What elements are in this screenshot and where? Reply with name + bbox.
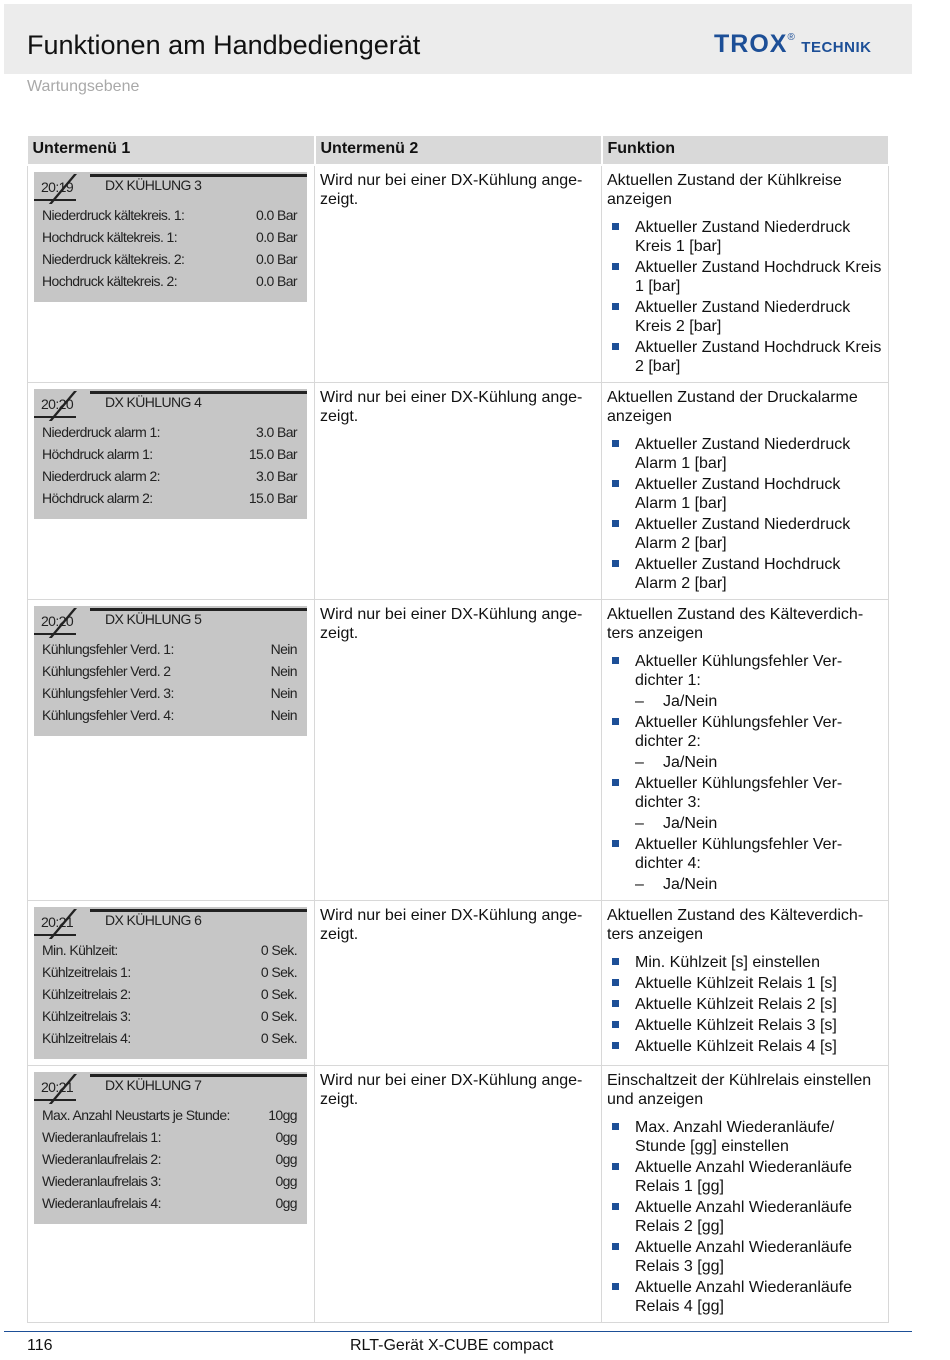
table-header-row xyxy=(28,136,889,165)
list-item-text: Aktuelle Anzahl Wiederanläufe Relais 2 [gg] xyxy=(635,1199,853,1235)
screen-line xyxy=(34,1005,307,1027)
list-item-text: Aktueller Kühlungsfehler Ver-dichter 1: xyxy=(635,653,843,689)
screen-line-label: Niederdruck kältekreis. 1: xyxy=(42,207,185,223)
table-row xyxy=(28,1066,889,1323)
list-item xyxy=(602,1158,888,1196)
screen-line-label: Höchdruck alarm 2: xyxy=(42,490,153,506)
screen-line-label: Wiederanlaufrelais 2: xyxy=(42,1151,161,1167)
screen-menu-name: DX KÜHLUNG 6 xyxy=(105,912,202,928)
submenu1-cell xyxy=(28,901,315,1066)
list-item-text: Aktueller Zustand Niederdruck Kreis 2 [bar] xyxy=(635,299,851,335)
function-bullet-list xyxy=(602,218,888,376)
submenu2-cell xyxy=(315,600,602,901)
list-item-text: Aktueller Zustand Niederdruck Alarm 1 [bar] xyxy=(635,436,851,472)
bullet-square-icon xyxy=(612,1000,619,1007)
screen-line xyxy=(34,1192,307,1214)
screen-line xyxy=(34,204,307,226)
screen-line-label: Wiederanlaufrelais 1: xyxy=(42,1129,161,1145)
screen-time: 20:21 xyxy=(41,914,74,930)
function-cell xyxy=(602,600,889,901)
function-cell xyxy=(602,383,889,600)
screen-lines xyxy=(34,1100,307,1214)
section-subtitle: Wartungsebene xyxy=(27,78,140,95)
table-row xyxy=(28,600,889,901)
screen-header xyxy=(34,907,307,935)
screen-menu-name: DX KÜHLUNG 3 xyxy=(105,177,202,193)
screen-line-label: Hochdruck kältekreis. 1: xyxy=(42,229,177,245)
sub-list-item xyxy=(602,753,888,772)
screen-line xyxy=(34,660,307,682)
screen-line xyxy=(34,465,307,487)
screen-time: 20:20 xyxy=(41,396,74,412)
list-item xyxy=(602,475,888,513)
screen-line xyxy=(34,638,307,660)
submenu2-cell xyxy=(315,901,602,1066)
bullet-square-icon xyxy=(612,223,619,230)
submenu2-text: Wird nur bei einer DX-Kühlung ange-zeigt. xyxy=(320,907,583,943)
screen-line-label: Kühlungsfehler Verd. 1: xyxy=(42,641,174,657)
screen-line xyxy=(34,961,307,983)
list-item xyxy=(602,1238,888,1276)
screen-line xyxy=(34,1148,307,1170)
screen-line xyxy=(34,226,307,248)
sub-list-item xyxy=(602,692,888,711)
screen-line-value: 0gg xyxy=(275,1151,297,1167)
list-item-text: Aktueller Kühlungsfehler Ver-dichter 3: xyxy=(635,775,843,811)
screen-line-value: 0.0 Bar xyxy=(256,273,297,289)
function-cell xyxy=(602,901,889,1066)
column-header-submenu2: Untermenü 2 xyxy=(315,136,602,165)
screen-lines xyxy=(34,935,307,1049)
bullet-square-icon xyxy=(612,303,619,310)
screen-menu-name: DX KÜHLUNG 7 xyxy=(105,1077,202,1093)
bullet-square-icon xyxy=(612,979,619,986)
submenu1-cell xyxy=(28,383,315,600)
list-item-text: Aktueller Zustand Hochdruck Alarm 1 [bar] xyxy=(635,476,841,512)
list-item xyxy=(602,515,888,553)
screen-line-label: Max. Anzahl Neustarts je Stunde: xyxy=(42,1107,230,1123)
screen-line-label: Wiederanlaufrelais 4: xyxy=(42,1195,161,1211)
screen-line-label: Kühlzeitrelais 2: xyxy=(42,986,131,1002)
list-item-text: Aktuelle Anzahl Wiederanläufe Relais 4 [gg] xyxy=(635,1279,853,1315)
submenu1-cell xyxy=(28,600,315,901)
bullet-square-icon xyxy=(612,657,619,664)
list-item-text: Aktuelle Anzahl Wiederanläufe Relais 1 [gg] xyxy=(635,1159,853,1195)
screen-line xyxy=(34,421,307,443)
list-item xyxy=(602,652,888,690)
screen-lines xyxy=(34,200,307,292)
list-item xyxy=(602,953,888,972)
list-item xyxy=(602,435,888,473)
bullet-square-icon xyxy=(612,1021,619,1028)
screen-line-value: Nein xyxy=(270,707,297,723)
list-item xyxy=(602,835,888,873)
submenu2-text: Wird nur bei einer DX-Kühlung ange-zeigt. xyxy=(320,172,583,208)
screen-header xyxy=(34,1072,307,1100)
list-item-text: Aktueller Zustand Hochdruck Kreis 1 [bar] xyxy=(635,259,882,295)
screen-line-value: 15.0 Bar xyxy=(248,490,297,506)
screen-line-value: 3.0 Bar xyxy=(256,468,297,484)
bullet-square-icon xyxy=(612,263,619,270)
submenu2-cell xyxy=(315,165,602,383)
bullet-square-icon xyxy=(612,440,619,447)
bullet-square-icon xyxy=(612,840,619,847)
footer-divider xyxy=(4,1331,912,1332)
screen-line-label: Kühlzeitrelais 4: xyxy=(42,1030,131,1046)
bullet-square-icon xyxy=(612,520,619,527)
screen-line-label: Kühlungsfehler Verd. 4: xyxy=(42,707,174,723)
list-item-text: Aktueller Kühlungsfehler Ver-dichter 2: xyxy=(635,714,843,750)
screen-line xyxy=(34,487,307,509)
screen-line-value: 0.0 Bar xyxy=(256,251,297,267)
screen-line-value: 0 Sek. xyxy=(260,986,297,1002)
submenu2-text: Wird nur bei einer DX-Kühlung ange-zeigt. xyxy=(320,1072,583,1108)
screen-time: 20:19 xyxy=(41,179,74,195)
list-item-text: Max. Anzahl Wiederanläufe/ Stunde [gg] einstellen xyxy=(635,1119,835,1155)
list-item-text: Aktuelle Kühlzeit Relais 3 [s] xyxy=(635,1017,837,1034)
submenu2-text: Wird nur bei einer DX-Kühlung ange-zeigt. xyxy=(320,389,583,425)
function-title: Aktuellen Zustand des Kälteverdich-ters anzeigen xyxy=(607,907,864,943)
bullet-square-icon xyxy=(612,1163,619,1170)
screen-header xyxy=(34,172,307,200)
bullet-square-icon xyxy=(612,718,619,725)
dash-icon: – xyxy=(635,754,644,771)
display-screen xyxy=(34,1072,307,1224)
sub-list-item-text: Ja/Nein xyxy=(663,754,718,771)
logo-main-text: TROX xyxy=(714,30,788,58)
page-number: 116 xyxy=(27,1337,53,1354)
screen-line-label: Min. Kühlzeit: xyxy=(42,942,118,958)
screen-line xyxy=(34,1126,307,1148)
sub-list-item-text: Ja/Nein xyxy=(663,815,718,832)
bullet-square-icon xyxy=(612,958,619,965)
sub-list-item xyxy=(602,875,888,894)
list-item-text: Aktueller Zustand Niederdruck Alarm 2 [bar] xyxy=(635,516,851,552)
screen-line-label: Höchdruck alarm 1: xyxy=(42,446,153,462)
screen-line-value: 10gg xyxy=(268,1107,297,1123)
submenu1-cell xyxy=(28,165,315,383)
list-item xyxy=(602,1198,888,1236)
trox-logo xyxy=(714,30,871,58)
sub-list-item xyxy=(602,814,888,833)
bullet-square-icon xyxy=(612,1123,619,1130)
dash-icon: – xyxy=(635,876,644,893)
screen-line-value: 0gg xyxy=(275,1129,297,1145)
screen-line-value: 0 Sek. xyxy=(260,1030,297,1046)
list-item-text: Aktuelle Anzahl Wiederanläufe Relais 3 [gg] xyxy=(635,1239,853,1275)
screen-time: 20:21 xyxy=(41,1079,74,1095)
screen-line xyxy=(34,248,307,270)
bullet-square-icon xyxy=(612,343,619,350)
submenu2-cell xyxy=(315,1066,602,1323)
table-row xyxy=(28,383,889,600)
screen-line-label: Kühlzeitrelais 3: xyxy=(42,1008,131,1024)
screen-line xyxy=(34,1027,307,1049)
logo-registered-mark: ® xyxy=(787,32,795,43)
function-title: Aktuellen Zustand der Druckalarme anzeigen xyxy=(607,389,858,425)
list-item xyxy=(602,1037,888,1056)
function-title: Einschaltzeit der Kühlrelais einstellen und anzeigen xyxy=(607,1072,872,1108)
submenu2-text: Wird nur bei einer DX-Kühlung ange-zeigt. xyxy=(320,606,583,642)
screen-line-label: Wiederanlaufrelais 3: xyxy=(42,1173,161,1189)
sub-list-item-text: Ja/Nein xyxy=(663,876,718,893)
sub-list-item-text: Ja/Nein xyxy=(663,693,718,710)
list-item xyxy=(602,1016,888,1035)
dash-icon: – xyxy=(635,815,644,832)
list-item xyxy=(602,995,888,1014)
function-bullet-list xyxy=(602,953,888,1056)
screen-line-value: 0.0 Bar xyxy=(256,207,297,223)
list-item-text: Aktuelle Kühlzeit Relais 1 [s] xyxy=(635,975,837,992)
submenu2-cell xyxy=(315,383,602,600)
list-item-text: Aktueller Zustand Hochdruck Alarm 2 [bar] xyxy=(635,556,841,592)
function-cell xyxy=(602,1066,889,1323)
display-screen xyxy=(34,606,307,736)
function-cell xyxy=(602,165,889,383)
screen-line xyxy=(34,1170,307,1192)
screen-lines xyxy=(34,417,307,509)
list-item xyxy=(602,974,888,993)
screen-line xyxy=(34,1104,307,1126)
table-row xyxy=(28,901,889,1066)
bullet-square-icon xyxy=(612,1243,619,1250)
screen-line-label: Kühlungsfehler Verd. 3: xyxy=(42,685,174,701)
list-item xyxy=(602,218,888,256)
function-title: Aktuellen Zustand des Kälteverdich-ters anzeigen xyxy=(607,606,864,642)
submenu1-cell xyxy=(28,1066,315,1323)
screen-line-label: Hochdruck kältekreis. 2: xyxy=(42,273,177,289)
screen-line xyxy=(34,704,307,726)
screen-line xyxy=(34,983,307,1005)
list-item-text: Aktueller Kühlungsfehler Ver-dichter 4: xyxy=(635,836,843,872)
screen-line xyxy=(34,270,307,292)
list-item xyxy=(602,298,888,336)
bullet-square-icon xyxy=(612,1283,619,1290)
bullet-square-icon xyxy=(612,480,619,487)
column-header-submenu1: Untermenü 1 xyxy=(28,136,315,165)
screen-line-label: Niederdruck alarm 2: xyxy=(42,468,160,484)
screen-line-value: Nein xyxy=(270,641,297,657)
screen-line-label: Niederdruck alarm 1: xyxy=(42,424,160,440)
dash-icon: – xyxy=(635,693,644,710)
list-item xyxy=(602,338,888,376)
list-item-text: Aktuelle Kühlzeit Relais 4 [s] xyxy=(635,1038,837,1055)
screen-line-value: 3.0 Bar xyxy=(256,424,297,440)
list-item-text: Aktuelle Kühlzeit Relais 2 [s] xyxy=(635,996,837,1013)
function-table xyxy=(27,136,890,1323)
screen-line xyxy=(34,443,307,465)
screen-menu-name: DX KÜHLUNG 4 xyxy=(105,394,202,410)
function-bullet-list xyxy=(602,652,888,894)
document-name: RLT-Gerät X-CUBE compact xyxy=(350,1337,554,1354)
screen-line-label: Niederdruck kältekreis. 2: xyxy=(42,251,185,267)
table-row xyxy=(28,165,889,383)
screen-line-value: 0.0 Bar xyxy=(256,229,297,245)
list-item-text: Aktueller Zustand Niederdruck Kreis 1 [bar] xyxy=(635,219,851,255)
screen-line-value: 0 Sek. xyxy=(260,964,297,980)
bullet-square-icon xyxy=(612,779,619,786)
display-screen xyxy=(34,389,307,519)
screen-line-value: 0gg xyxy=(275,1173,297,1189)
bullet-square-icon xyxy=(612,560,619,567)
column-header-function: Funktion xyxy=(602,136,889,165)
function-bullet-list xyxy=(602,1118,888,1316)
screen-header xyxy=(34,389,307,417)
screen-line-value: Nein xyxy=(270,663,297,679)
list-item xyxy=(602,713,888,751)
screen-time: 20:20 xyxy=(41,613,74,629)
list-item xyxy=(602,1118,888,1156)
list-item-text: Aktueller Zustand Hochdruck Kreis 2 [bar] xyxy=(635,339,882,375)
screen-line-value: 0gg xyxy=(275,1195,297,1211)
screen-menu-name: DX KÜHLUNG 5 xyxy=(105,611,202,627)
display-screen xyxy=(34,907,307,1059)
list-item xyxy=(602,258,888,296)
screen-line-value: 15.0 Bar xyxy=(248,446,297,462)
screen-line-value: Nein xyxy=(270,685,297,701)
screen-lines xyxy=(34,634,307,726)
screen-line-value: 0 Sek. xyxy=(260,1008,297,1024)
screen-line xyxy=(34,682,307,704)
list-item xyxy=(602,774,888,812)
list-item-text: Min. Kühlzeit [s] einstellen xyxy=(635,954,820,971)
screen-header xyxy=(34,606,307,634)
list-item xyxy=(602,1278,888,1316)
page-title: Funktionen am Handbediengerät xyxy=(27,30,421,60)
function-bullet-list xyxy=(602,435,888,593)
bullet-square-icon xyxy=(612,1203,619,1210)
screen-line xyxy=(34,939,307,961)
logo-sub-text: TECHNIK xyxy=(801,39,872,56)
function-title: Aktuellen Zustand der Kühlkreise anzeigen xyxy=(607,172,842,208)
screen-line-label: Kühlungsfehler Verd. 2 xyxy=(42,663,171,679)
screen-line-value: 0 Sek. xyxy=(260,942,297,958)
list-item xyxy=(602,555,888,593)
table-body xyxy=(28,165,889,1323)
bullet-square-icon xyxy=(612,1042,619,1049)
display-screen xyxy=(34,172,307,302)
screen-line-label: Kühlzeitrelais 1: xyxy=(42,964,131,980)
